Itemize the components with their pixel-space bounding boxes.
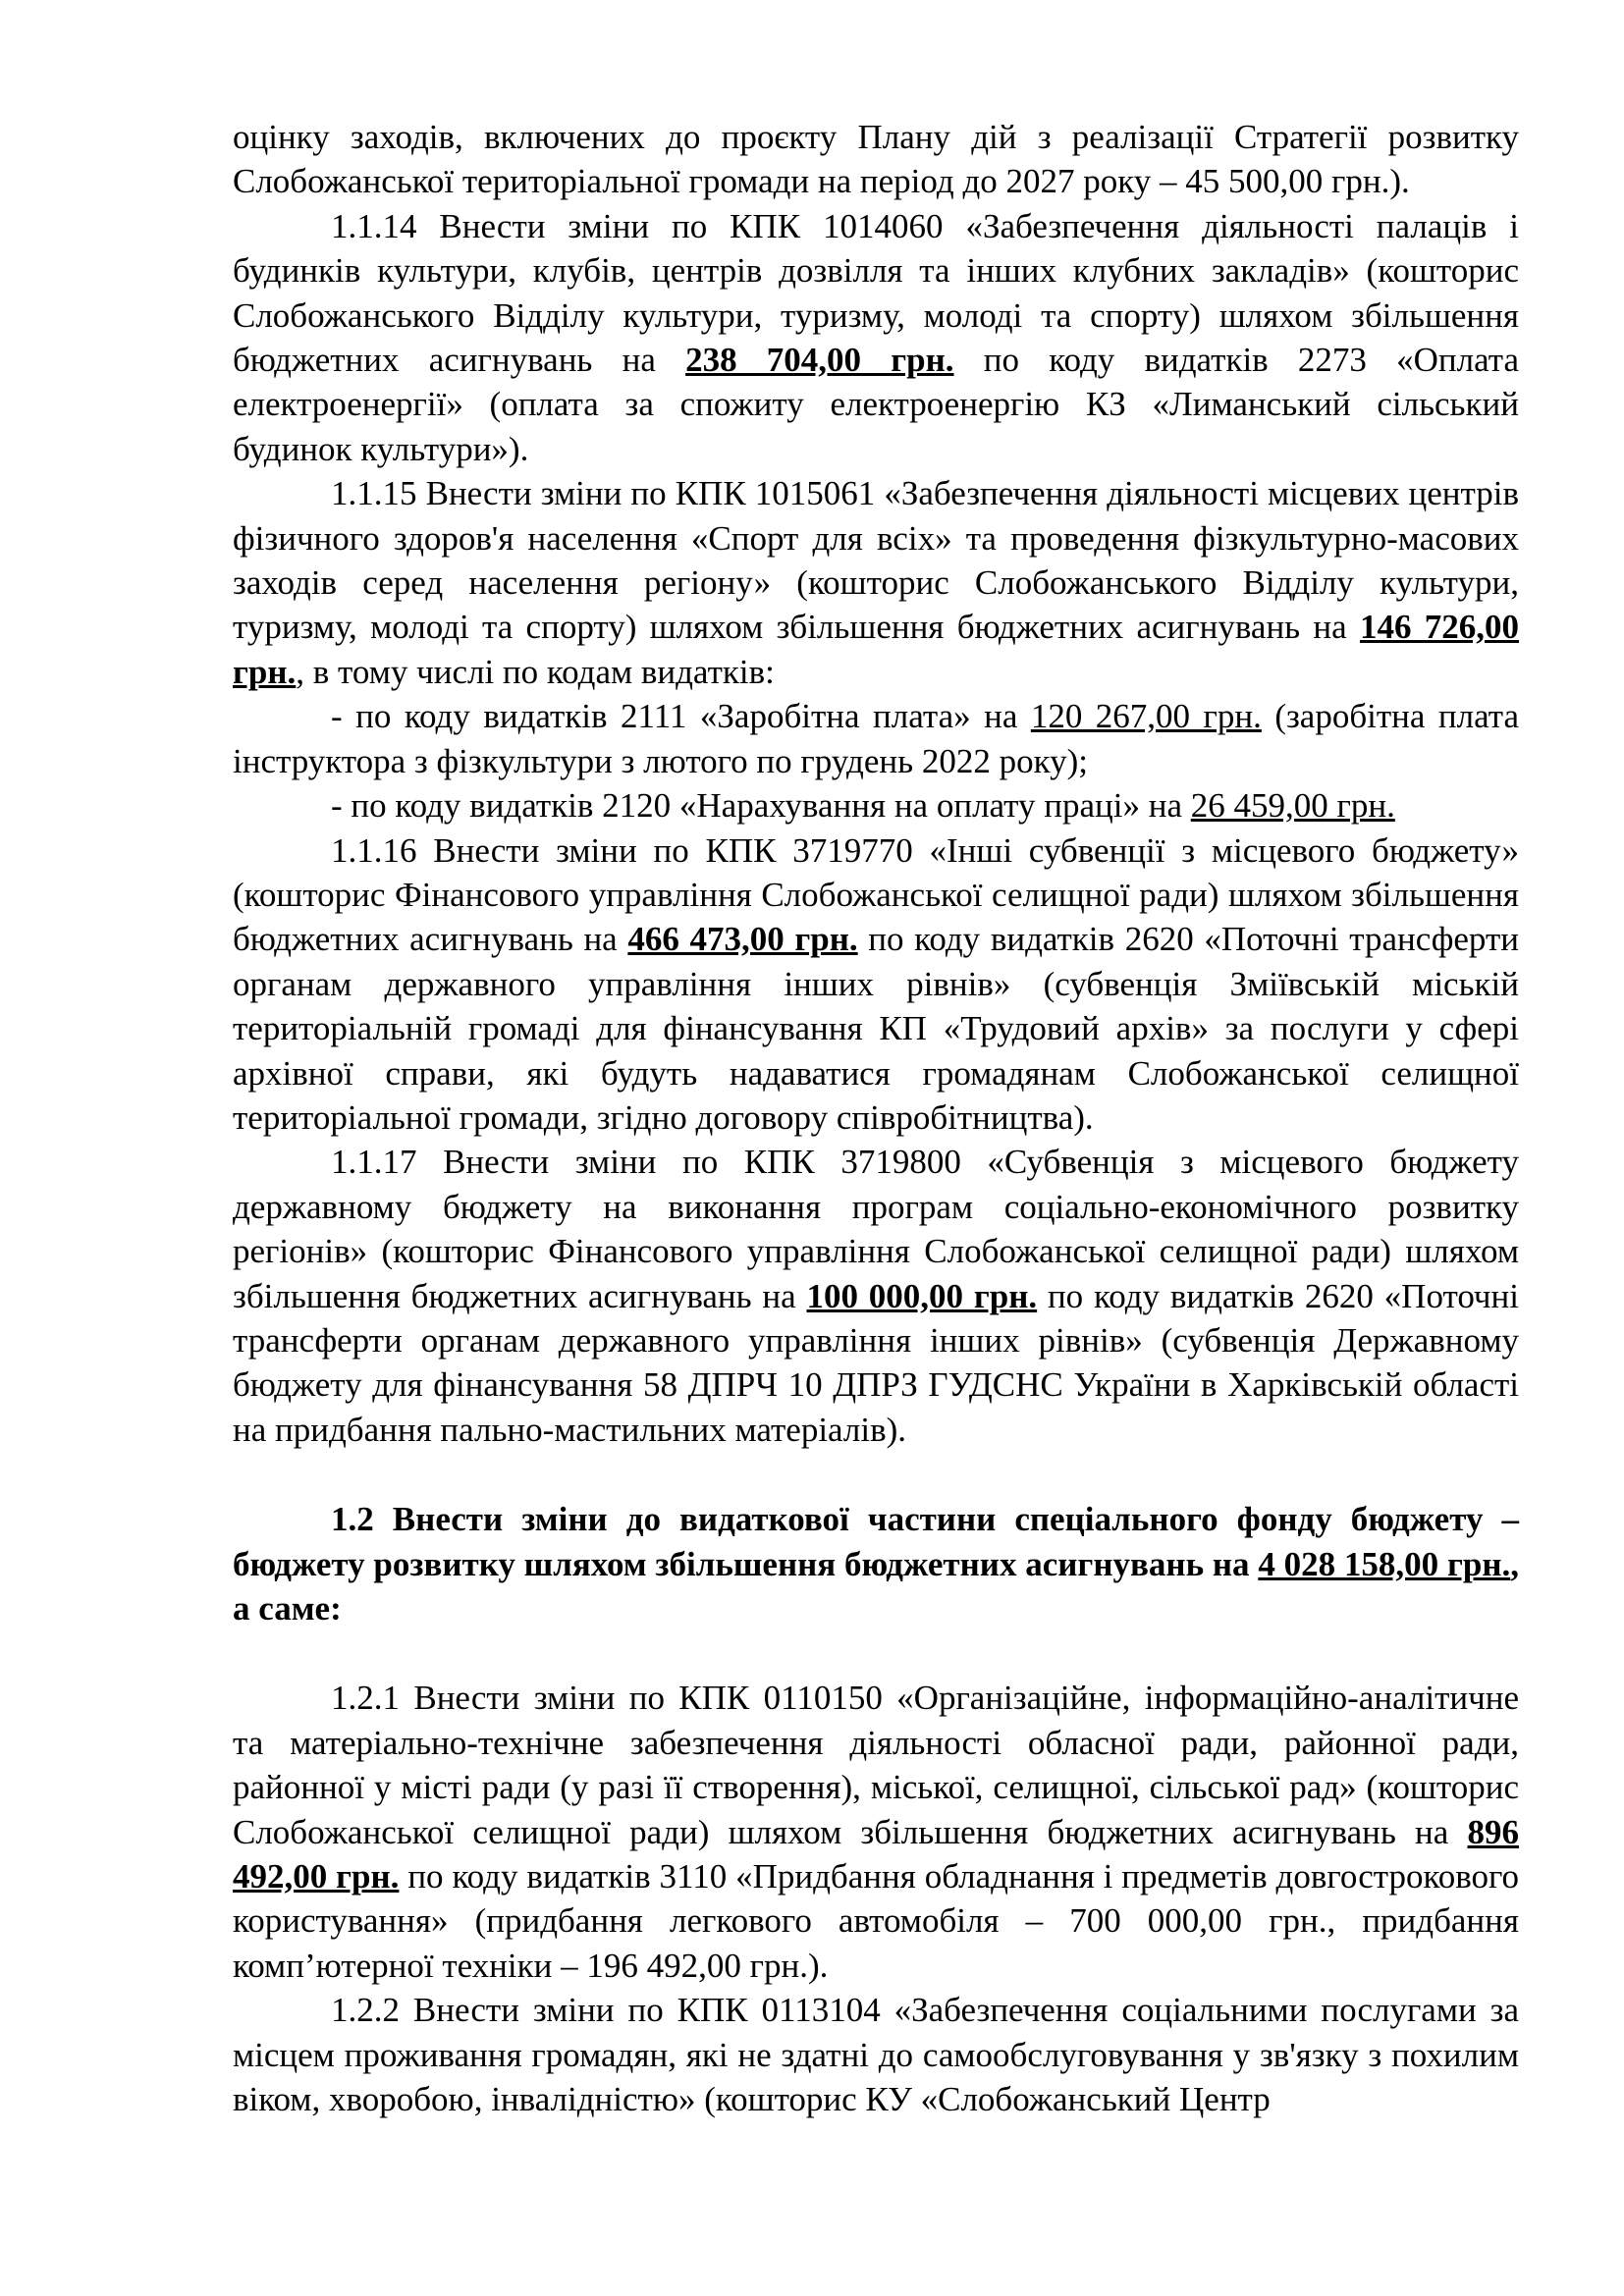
paragraph-continuation: оцінку заходів, включених до проєкту Плану дій з реалізації Стратегії розвитку Слобожанської територіальної громади на період до 2027 року – 45 500,00 грн.). xyxy=(233,118,1519,201)
amount-value: 466 473,00 грн. xyxy=(627,920,858,959)
paragraph-1-2-2: 1.2.2 Внести зміни по КПК 0113104 «Забезпечення соціальними послугами за місцем проживання громадян, які не здатні до самообслуговування у зв'язку з похилим віком, хворобою, інвалідністю» (кошторис КУ «Слобожанський Центр xyxy=(233,1991,1519,2119)
section-heading-1-2 xyxy=(233,1497,1519,1630)
paragraph-1-1-17 xyxy=(233,1140,1519,1452)
paragraph-1-1-14 xyxy=(233,204,1519,471)
paragraph-1-1-16 xyxy=(233,828,1519,1141)
paragraph-text: по коду видатків 2273 «Оплата електроенергії» (оплата за спожиту електроенергію КЗ «Лиманський сільський будинок культури»). xyxy=(233,341,1519,468)
paragraph-text: 1.1.17 Внести зміни по КПК 3719800 «Субвенція з місцевого бюджету державному бюджету на виконання програм соціально-економічного розвитку регіонів» (кошторис Фінансового управління Слобожанської селищної ради) шляхом збільшення бюджетних асигнувань на xyxy=(233,1143,1519,1315)
paragraph-text: 1.2.1 Внести зміни по КПК 0110150 «Організаційне, інформаційно-аналітичне та матеріально-технічне забезпечення діяльності обласної ради, районної ради, районної у місті ради (у разі її створення), міської, селищної, сільської рад» (кошторис Слобожанської селищної ради) шляхом збільшення бюджетних асигнувань на xyxy=(233,1679,1519,1851)
paragraph-1-1-15 xyxy=(233,471,1519,694)
paragraph-1-1-15-item-a xyxy=(233,694,1519,783)
paragraph-1-2-1 xyxy=(233,1676,1519,1988)
amount-value: 100 000,00 грн. xyxy=(806,1276,1038,1315)
paragraph-text: 1.1.16 Внести зміни по КПК 3719770 «Інші субвенції з місцевого бюджету» (кошторис Фінансового управління Слобожанської селищної ради) шляхом збільшення бюджетних асигнувань на xyxy=(233,830,1519,959)
heading-text: 1.2 Внести зміни до видаткової частини спеціального фонду бюджету – бюджету розвитку шляхом збільшення бюджетних асигнувань на xyxy=(233,1500,1519,1583)
paragraph-text: 1.1.14 Внести зміни по КПК 1014060 «Забезпечення діяльності палаців і будинків культури, клубів, центрів дозвілля та інших клубних закладів» (кошторис Слобожанського Відділу культури, туризму, молоді та спорту) шляхом збільшення бюджетних асигнувань на xyxy=(233,206,1519,380)
heading-text: , а саме: xyxy=(233,1544,1519,1628)
amount-value: 238 704,00 грн. xyxy=(685,341,954,380)
paragraph-text: (заробітна плата інструктора з фізкультури з лютого по грудень 2022 року); xyxy=(233,697,1519,780)
paragraph-text: по коду видатків 2620 «Поточні трансферти органам державного управління інших рівнів» (субвенція Державному бюджету для фінансування 58 ДПРЧ 10 ДПРЗ ГУДСНС України в Харківській області на придбання пально-мастильних матеріалів). xyxy=(233,1276,1519,1449)
paragraph-text: - по коду видатків 2111 «Заробітна плата» на xyxy=(331,697,1031,736)
document-body xyxy=(233,115,1519,2121)
paragraph-text: по коду видатків 2620 «Поточні трансферти органам державного управління інших рівнів» (субвенція Зміївській міській територіальній громаді для фінансування КП «Трудовий архів» за послуги у сфері архівної справи, які будуть надаватися громадянам Слобожанської селищної територіальної громади, згідно договору співробітництва). xyxy=(233,920,1519,1137)
amount-value: 4 028 158,00 грн. xyxy=(1258,1544,1511,1583)
amount-value: 120 267,00 грн. xyxy=(1030,697,1262,736)
amount-value: 896 492,00 грн. xyxy=(233,1812,1519,1896)
paragraph-text: , в тому числі по кодам видатків: xyxy=(296,652,775,691)
paragraph-text: по коду видатків 3110 «Придбання обладнання і предметів довгострокового користування» (придбання легкового автомобіля – 700 000,00 грн., придбання комп’ютерної техніки – 196 492,00 грн.). xyxy=(233,1857,1519,1985)
paragraph-1-1-15-item-b xyxy=(233,783,1519,828)
amount-value: 146 726,00 грн. xyxy=(233,608,1519,691)
amount-value: 26 459,00 грн. xyxy=(1190,786,1395,826)
paragraph-text: 1.1.15 Внести зміни по КПК 1015061 «Забезпечення діяльності місцевих центрів фізичного здоров'я населення «Спорт для всіх» та проведення фізкультурно-масових заходів серед населення регіону» (кошторис Слобожанського Відділу культури, туризму, молоді та спорту) шляхом збільшення бюджетних асигнувань на xyxy=(233,474,1519,647)
paragraph-text: - по коду видатків 2120 «Нарахування на оплату праці» на xyxy=(331,786,1191,826)
